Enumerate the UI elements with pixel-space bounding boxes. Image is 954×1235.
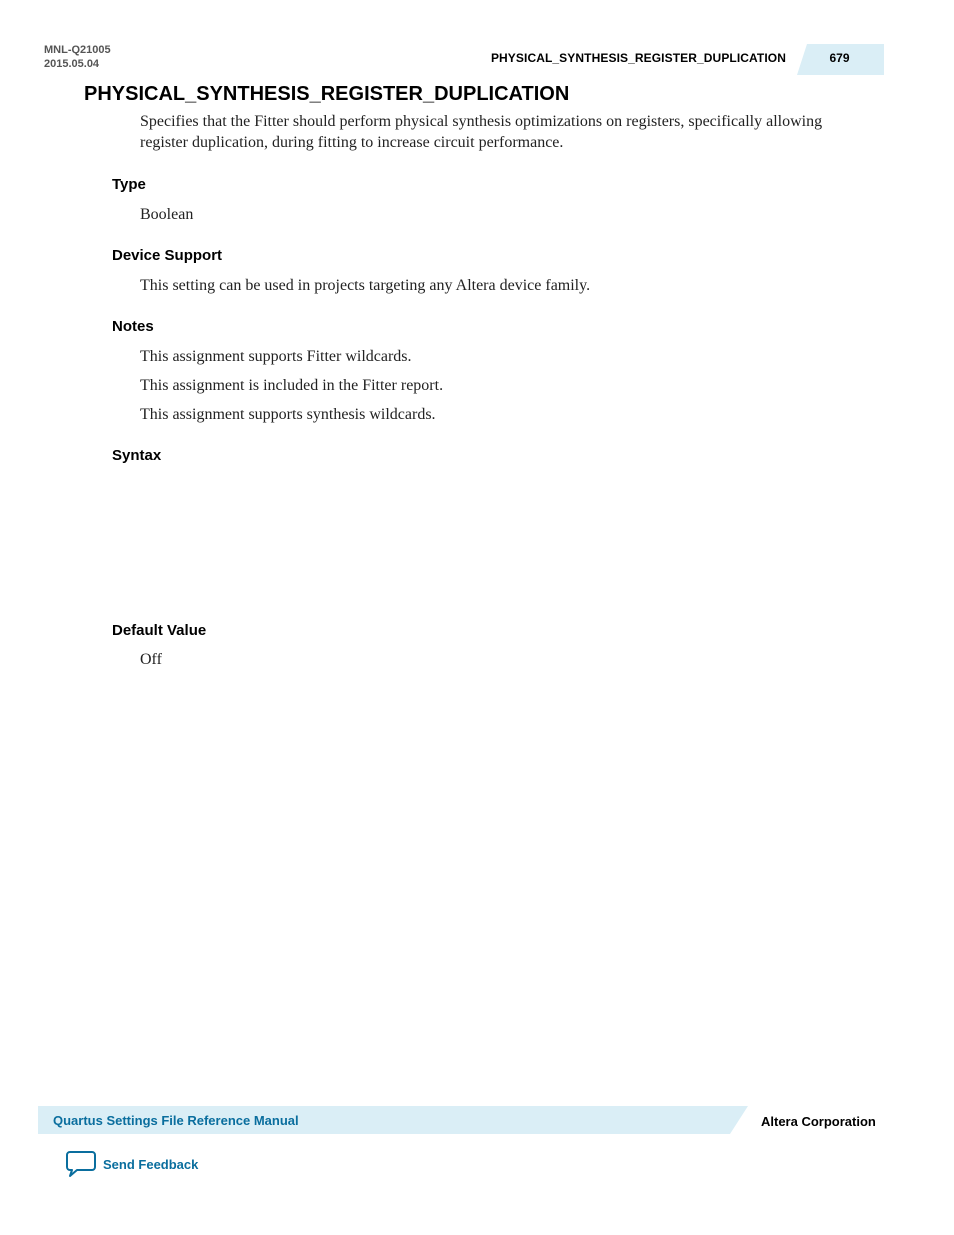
send-feedback-label: Send Feedback — [103, 1156, 199, 1172]
default-value: Off — [140, 651, 162, 668]
description-line-2: register duplication, during fitting to increase circuit performance. — [140, 134, 564, 151]
notes-item: This assignment is included in the Fitter report. — [140, 377, 444, 394]
document-number: MNL-Q21005 — [44, 44, 111, 56]
send-feedback-link[interactable] — [65, 1150, 198, 1178]
notes-item: This assignment supports Fitter wildcards. — [140, 348, 412, 365]
type-value: Boolean — [140, 206, 194, 223]
default-value-heading: Default Value — [112, 622, 207, 639]
notes-item: This assignment supports synthesis wildcards. — [140, 406, 436, 423]
document-date: 2015.05.04 — [44, 58, 100, 70]
description-line-1: Specifies that the Fitter should perform physical synthesis optimizations on registers, specifically allowing — [140, 113, 823, 130]
page-number: 679 — [829, 51, 850, 65]
syntax-heading: Syntax — [112, 447, 162, 464]
document-id — [44, 43, 111, 71]
type-heading: Type — [112, 176, 146, 193]
notes-heading: Notes — [112, 318, 154, 335]
device-support-value: This setting can be used in projects targeting any Altera device family. — [140, 277, 591, 294]
footer-company: Altera Corporation — [761, 1114, 876, 1129]
running-header-title: PHYSICAL_SYNTHESIS_REGISTER_DUPLICATION — [490, 51, 786, 65]
speech-bubble-icon — [65, 1150, 97, 1178]
footer-manual-link[interactable]: Quartus Settings File Reference Manual — [53, 1113, 299, 1128]
device-support-heading: Device Support — [112, 247, 223, 264]
page-title: PHYSICAL_SYNTHESIS_REGISTER_DUPLICATION — [84, 83, 570, 105]
